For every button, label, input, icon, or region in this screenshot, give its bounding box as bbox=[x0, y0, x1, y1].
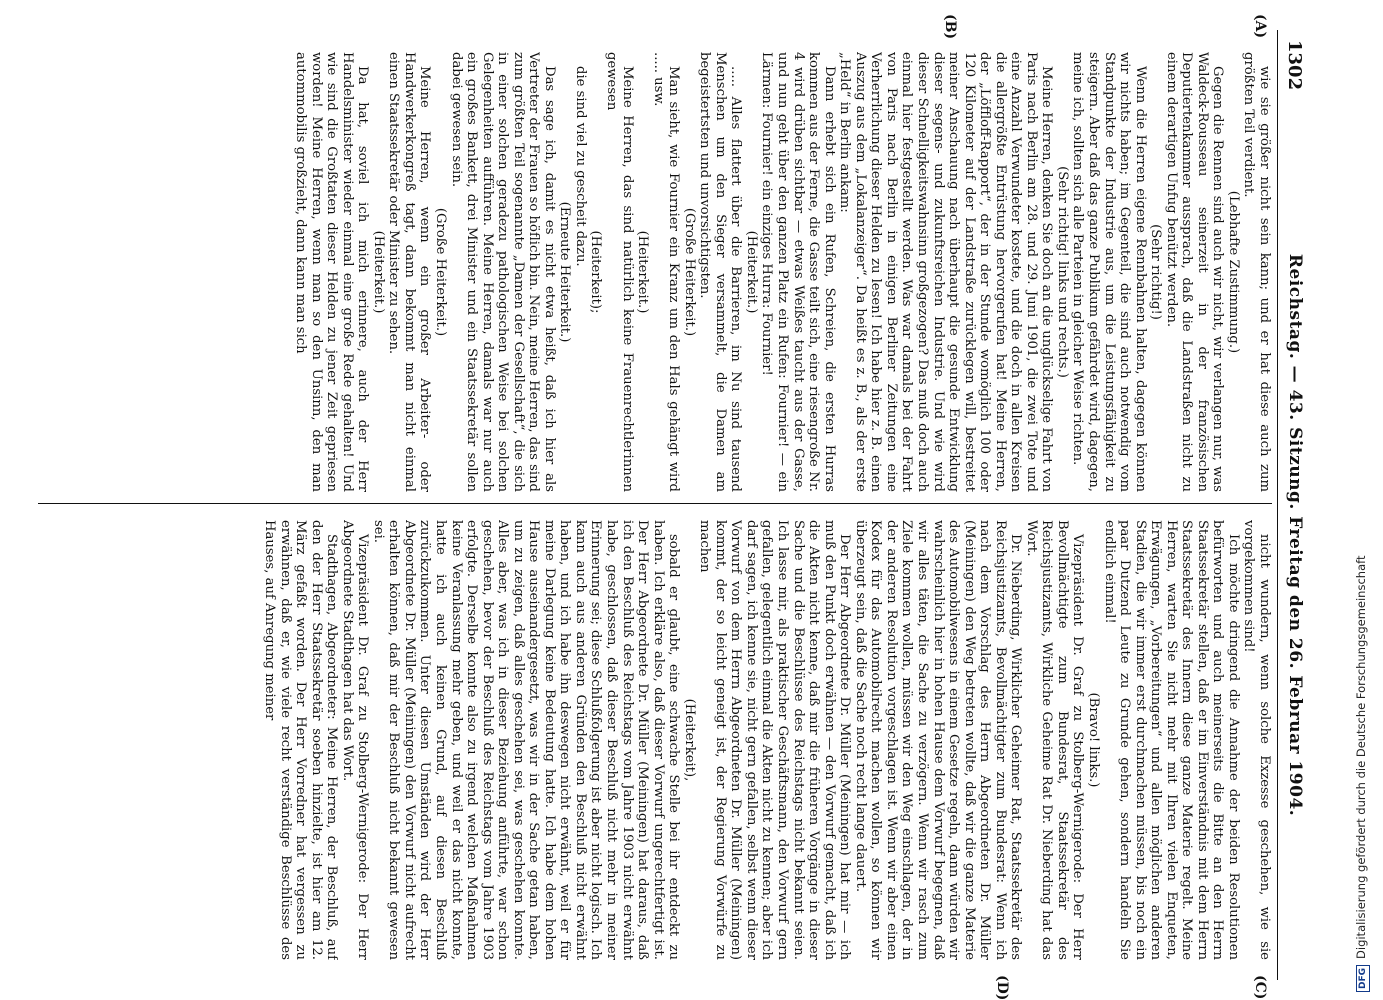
paragraph: Da hat, soviel ich mich erinnere, auch der Herr Handelsminister wieder einmal eine große Rede gehalten! Und wie sind die Großtaten dieser Helden zu jener Zeit gepriesen worden! Meine Herren, wenn man so den Unsinn, den man autommobilis großzieht, dann kann man sich bbox=[293, 52, 371, 492]
margin-marker-b: (B) bbox=[942, 14, 958, 40]
paragraph: (Sehr richtig! links und rechts.) bbox=[1054, 166, 1070, 378]
paragraph: Vizepräsident Dr. Graf zu Stolberg-Wernigerode: Der Herr Abgeordnete Stadthagen hat das Wort. bbox=[339, 520, 371, 960]
paragraph: wie sie größer nicht sein kann; und er hat diese auch zum größten Teil verdient. bbox=[1241, 52, 1272, 492]
paragraph: (Sehr richtig!) bbox=[1148, 224, 1164, 320]
paragraph: (Heiterkeit.) bbox=[743, 230, 759, 314]
paragraph: (Heiterkeit.) bbox=[370, 230, 386, 314]
paragraph: (Heiterkeit.) bbox=[635, 230, 651, 314]
paragraph: (Heiterkeit); bbox=[588, 230, 604, 314]
paragraph: Meine Herren, denken Sie doch an die unglückselige Fahrt von Paris nach Berlin am 28. und 29. Juni 1901, die zwei Tote und eine Anzahl Verwundeter kostete, und die doch in allen Kreisen die allergrößte Entrüstung hervorgerufen hat! Meine Herren, der „Löffloff-Rapport“, der in der Stunde womöglich 100 oder 120 Kilometer auf der Landstraße zurücklegen will, bestreitet meiner Anschauung nach überhaupt die gesunde Entwicklung dieser segens- und zukunftsreichen Industrie. Und wie wird dieser Schnelligkeitswahnsinn großgezogen? Das muß doch auch einmal hier festgestellt werden. Was war damals bei der Fahrt von Paris nach Berlin in einigen Berliner Zeitungen eine Verherrlichung dieser Helden zu lesen! Ich habe hier z. B. einen Auszug aus dem „Lokalanzeiger“. Da heißt es z. B., als der erste „Held“ in Berlin ankam: bbox=[837, 52, 1055, 492]
left-text-column bbox=[38, 52, 1272, 492]
paragraph: (Erneute Heiterkeit.) bbox=[557, 201, 573, 343]
margin-marker-a: (A) bbox=[1252, 14, 1268, 39]
column-separator bbox=[38, 503, 1272, 504]
paragraph: (Große Heiterkeit.) bbox=[681, 207, 697, 337]
paragraph: sobald er glaubt, eine schwache Stelle bei ihr entdeckt zu haben. Ich erkläre also, daß dieser Vorwurf ungerechtfertigt ist. Der Herr Abgeordnete Dr. Müller (Meiningen) hat daraus, daß ich den Beschluß des Reichstags vom Jahre 1903 nicht erwähnt habe, geschlossen, daß dieser Beschluß nicht mehr in meiner Erinnerung sei; diese Schlußfolgerung ist aber nicht logisch. Ich kann auch aus anderen Gründen den Beschluß nicht erwähnt haben, und ich habe ihn deswegen nicht erwähnt, weil er für meine Darlegung keine Bedeutung hatte. Ich habe dem hohen Hause auseinandergesetzt, was wir in der Sache getan haben, um zu zeigen, daß alles geschehen sei, was geschehen konnte. Alles aber, was ich in dieser Beziehung anführte, war schon geschehen, bevor der Beschluß des Reichstags vom Jahre 1903 erfolgte. Derselbe konnte also zu irgend welchen Maßnahmen keine Veranlassung mehr geben, und weil er das nicht konnte, hatte ich auch keinen Grund, auf diesen Beschluß zurückzukommen. Unter diesen Umständen wird der Herr Abgeordnete Dr. Müller (Meiningen) den Vorwurf nicht aufrecht erhalten können, daß mir der Beschluß nicht bekannt gewesen sei. bbox=[370, 520, 682, 960]
paragraph: nicht wundern, wenn solche Exzesse geschehen, wie sie vorgekommen sind! bbox=[1241, 520, 1272, 960]
paragraph: Der Herr Abgeordnete Dr. Müller (Meiningen) hat mir — ich muß den Punkt doch erwähnen — den Vorwurf gemacht, daß ich die Akten nicht kenne, daß mir die früheren Vorgänge in dieser Sache und die Beschlüsse des Reichstags nicht bekannt seien. Ich lasse mir, als praktischer Geschäftsmann, den Vorwurf gern gefallen, gelegentlich einmal die Akten nicht zu kennen; aber ich darf sagen, ich kenne sie, nicht gern gefallen, selbst wenn dieser Vorwurf von dem Herrn Abgeordneten Dr. Müller (Meiningen) kommt, der so leicht geneigt ist, der Regierung Vorwürfe zu machen bbox=[697, 520, 853, 960]
paragraph: Vizepräsident Dr. Graf zu Stolberg-Wernigerode: Der Herr Bevollmächtigte zum Bundesrat, Staatssekretär des Reichsjustizamts, Wirkliche Geheime Rat Dr. Nieberding hat das Wort. bbox=[1023, 520, 1086, 960]
paragraph: Das sage ich, damit es nicht etwa heißt, daß ich hier als Vertreter der Frauen so höflich bin. Nein, meine Herren, das sind zum größten Teil sogenannte „Damen der Gesellschaft“, die sich in einer solchen geradezu pathologischen Weise bei solchen Gelegenheiten aufführen. Meine Herren, damals war nur auch ein großes Bankett, drei Minister und ein Staatssekretär sollen dabei gewesen sein. bbox=[448, 52, 557, 492]
page-header bbox=[1280, 40, 1310, 980]
paragraph: Dr. Nieberding, Wirklicher Geheimer Rat, Staatssekretär des Reichsjustizamts, Bevollmächtigter zum Bundesrat: Wenn ich nach dem Vorschlag des Herrn Abgeordneten Dr. Müller (Meiningen) den Weg betreten wollte, daß wir die ganze Materie des Automobilwesens in einem Gesetze regeln, dann würden wir wahrscheinlich hier in hohen Hause dem Vorwurf begegnen, daß wir alles täten, die Sache zu verzögern. Wenn wir rasch zum Ziele kommen wollen, müssen wir den Weg einschlagen, der in der anderen Resolution vorgeschlagen ist. Wenn wir aber einen Kodex für das Automobilrecht machen wollen, so können wir überzeugt sein, daß die Sache noch recht lange dauert. bbox=[852, 520, 1024, 960]
paragraph: Dann erhebt sich ein Rufen, Schreien, die ersten Hurras kommen aus der Ferne, die Gasse teilt sich, eine riesengroße Nr. 4 wird drüben sichtbar — etwas Weißes taucht aus der Gasse, und nun geht über den ganzen Platz ein Rufen: Fournier! — ein Lärmen: Fournier! ein einziges Hurra: Fournier! bbox=[759, 52, 837, 492]
credit-text: Digitalisierung gefördert durch die Deutsche Forschungsgemeinschaft bbox=[1354, 555, 1368, 959]
paragraph: Wenn die Herren eigene Rennbahnen halten, dagegen können wir nichts haben; im Gegenteil, die sind auch notwendig vom Standpunkte der Industrie aus, um die Leistungsfähigkeit zu steigern. Aber daß das ganze Publikum gefährdet wird, dagegen, meine ich, sollten sich alle Parteien in gleicher Weise richten. bbox=[1070, 52, 1148, 492]
paragraph: Meine Herren, das sind natürlich keine Frauenrechtlerinnen gewesen bbox=[604, 52, 635, 492]
page-title: Reichstag. — 43. Sitzung. Freitag den 26. Februar 1904. bbox=[1285, 253, 1305, 817]
paragraph: Man sieht, wie Fournier ein Kranz um den Hals gehängt wird ..... usw. bbox=[650, 52, 682, 492]
paragraph: (Große Heiterkeit.) bbox=[433, 207, 449, 337]
paragraph: (Bravo! links.) bbox=[1085, 692, 1101, 788]
page-number: 1302 bbox=[1284, 40, 1306, 91]
right-text-column bbox=[38, 520, 1272, 960]
margin-marker-c: (C) bbox=[1252, 975, 1268, 1000]
dfg-logo: DFG bbox=[1356, 965, 1370, 992]
paragraph: ..... Alles flattert über die Barrieren, im Nu sind tausend Menschen um den Sieger versammelt, die Damen am begeistertsten und unvorsichtigsten. bbox=[697, 52, 744, 492]
paragraph: die sind viel zu gescheit dazu. bbox=[572, 66, 588, 267]
paragraph: Meine Herren, wenn ein großer Arbeiter- oder Handwerkerkongreß tagt, dann bekommt man nicht einmal einen Staatssekretär oder Minister zu sehen. bbox=[386, 52, 433, 492]
paragraph: Stadthagen, Abgeordneter: Meine Herren, der Beschluß, auf den der Herr Staatssekretär soeben hinzielte, ist hier am 12. März gefaßt worden. Der Herr Vorredner hat vergessen zu erwähnen, daß er, wie viele recht verständige Beschlüsse des Hauses, auf Anregung meiner bbox=[262, 520, 340, 960]
paragraph: (Lebhafte Zustimmung.) bbox=[1225, 190, 1241, 354]
margin-marker-d: (D) bbox=[994, 975, 1010, 1000]
paragraph: Gegen die Rennen sind auch wir nicht, wir verlangen nur, was Waldeck-Rousseau seinerzeit in der französischen Deputiertenkammer aussprach, daß die Landstraßen nicht zu einem derartigen Unfug benützt werden. bbox=[1163, 52, 1226, 492]
paragraph: (Heiterkeit), bbox=[681, 698, 697, 782]
digitization-credit bbox=[1348, 0, 1374, 1000]
header-rule bbox=[1277, 30, 1278, 980]
paragraph: Ich möchte dringend die Annahme der beiden Resolutionen befürworten und auch meinerseits die Bitte an den Herrn Staatssekretär stellen, daß er im Einverständnis mit dem Herrn Staatssekretär des Innern diese ganze Materie regelt. Meine Herren, warten Sie nicht mehr mit Ihren vielen Enqueten, Erwägungen, „Vorbereitungen“ und allen möglichen anderen Stadien, die wir immer erst durchmachen müssen, bis noch ein paar Dutzend Leute zu Grunde gehen, sondern handeln Sie endlich einmal! bbox=[1101, 520, 1241, 960]
rotated-document-page bbox=[18, 0, 1318, 1000]
